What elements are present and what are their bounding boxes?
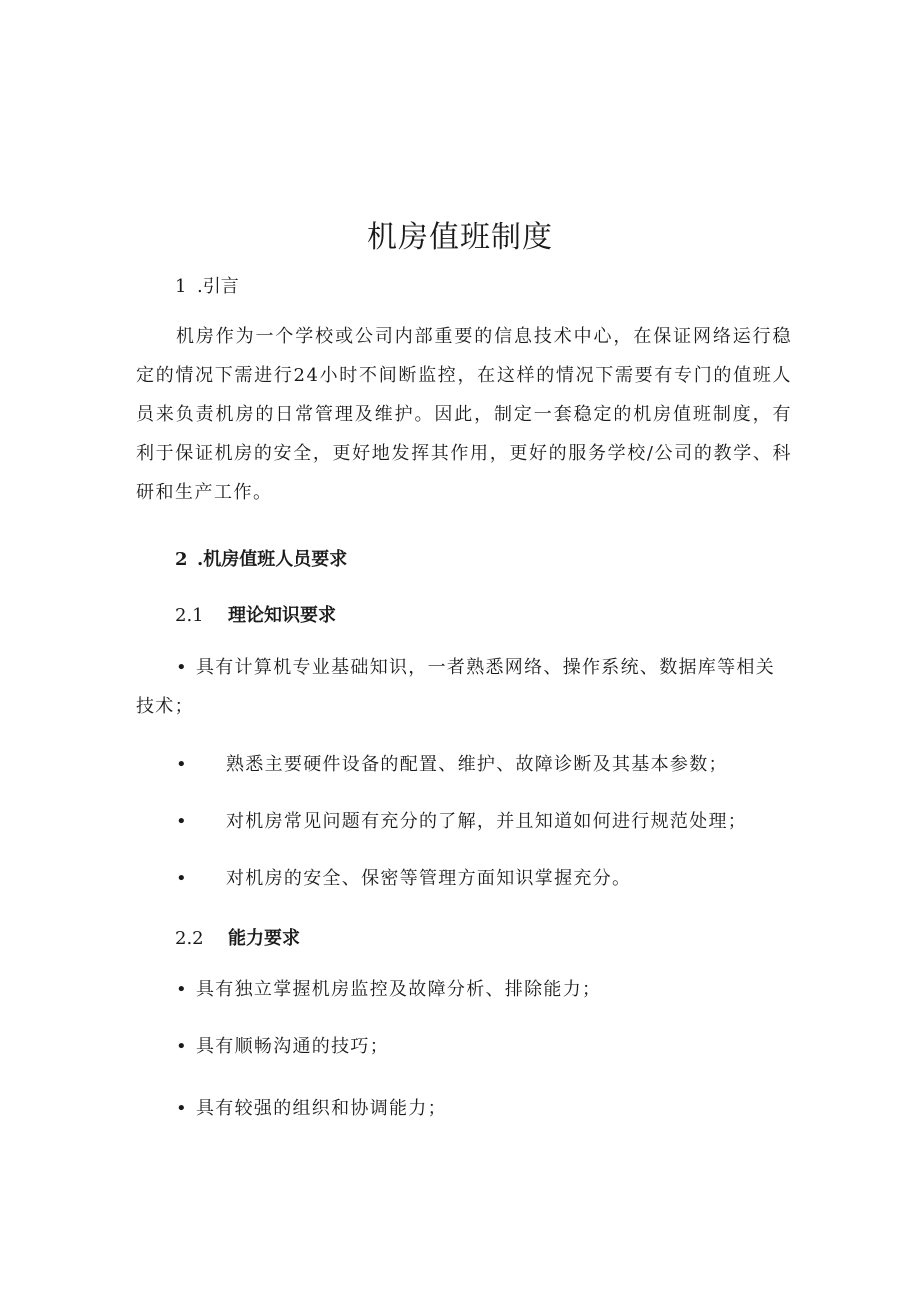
list-item-text: 具有顺畅沟通的技巧； <box>196 1036 389 1057</box>
section-number: 2 <box>175 549 188 570</box>
section-label: 能力要求 <box>228 928 300 949</box>
section-label: .机房值班人员要求 <box>197 549 348 570</box>
list-item-text: 具有较强的组织和协调能力； <box>196 1098 447 1119</box>
list-item-text: 具有独立掌握机房监控及故障分析、排除能力； <box>196 979 602 1000</box>
list-item-text: 熟悉主要硬件设备的配置、维护、故障诊断及其基本参数； <box>226 754 728 775</box>
section-number: 2.2 <box>175 928 204 949</box>
bullet-icon: • <box>176 811 188 832</box>
section-label: .引言 <box>197 276 239 297</box>
list-item <box>136 1089 792 1128</box>
list-item <box>136 802 792 841</box>
list-item <box>136 648 792 726</box>
section-2-2-heading <box>175 924 300 950</box>
bullet-icon: • <box>176 1098 188 1119</box>
section-1-heading <box>175 272 239 298</box>
bullet-icon: • <box>176 1036 188 1057</box>
section-2-1-heading <box>175 601 336 627</box>
list-item-text: 对机房的安全、保密等管理方面知识掌握充分。 <box>226 868 632 889</box>
list-item-text: 对机房常见问题有充分的了解，并且知道如何进行规范处理； <box>226 811 748 832</box>
list-item-text: 具有计算机专业基础知识，一者熟悉网络、操作系统、数据库等相关技术； <box>136 657 775 717</box>
list-item <box>136 745 792 784</box>
document-title: 机房值班制度 <box>367 220 553 255</box>
bullet-icon: • <box>176 657 188 678</box>
section-number: 1 <box>175 276 187 297</box>
bullet-icon: • <box>176 754 188 775</box>
list-item <box>136 1027 792 1066</box>
section-2-heading <box>175 545 347 571</box>
bullet-icon: • <box>176 979 188 1000</box>
list-item <box>136 859 792 898</box>
bullet-icon: • <box>176 868 188 889</box>
intro-paragraph: 机房作为一个学校或公司内部重要的信息技术中心，在保证网络运行稳定的情况下需进行24小时不间断监控，在这样的情况下需要有专门的值班人员来负责机房的日常管理及维护。因此，制定一套稳定的机房值班制度，有利于保证机房的安全，更好地发挥其作用，更好的服务学校/公司的教学、科研和生产工作。 <box>136 326 792 503</box>
section-number: 2.1 <box>175 605 204 626</box>
section-label: 理论知识要求 <box>228 605 336 626</box>
list-item <box>136 970 792 1009</box>
